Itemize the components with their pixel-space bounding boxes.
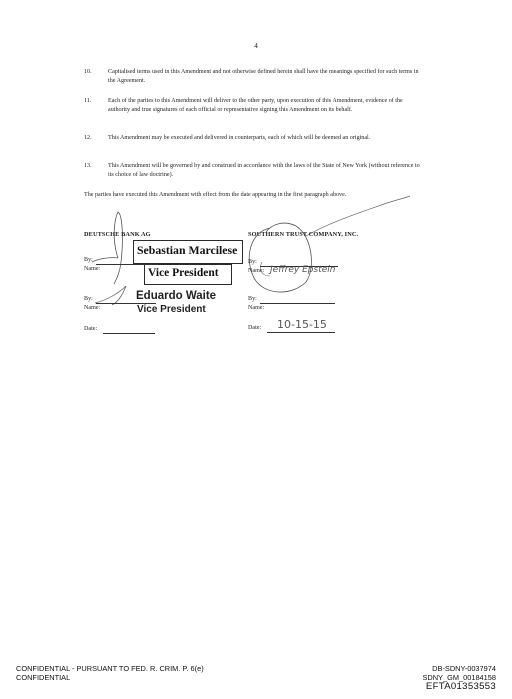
clause-text: Capitalised terms used in this Amendment and not otherwise defined herein shall have the meanings specified for such terms in the Agreement. (108, 69, 419, 84)
right-date-line (267, 332, 335, 333)
right-by-label: By: (248, 259, 257, 265)
left-date-line (103, 333, 155, 334)
right-name-label-2: Name: (248, 305, 265, 311)
clause-text: This Amendment may be executed and delivered in counterparts, each of which will be deemed an original. (108, 135, 371, 141)
handwritten-signatory-name: Jeffrey Epstein (270, 265, 336, 275)
left-name-label: Name: (84, 266, 101, 272)
signature-loop-left (114, 212, 122, 284)
stamp-1-title: Vice President (148, 267, 219, 279)
left-by-line-2 (96, 303, 156, 304)
clause-12 (84, 134, 424, 143)
footer-confidential (16, 664, 204, 682)
footer-bates-block (422, 664, 496, 691)
right-name-label: Name: (248, 268, 265, 274)
footer-efta-number: EFTA01353553 (425, 681, 496, 692)
clause-number: 12. (84, 135, 92, 141)
title-stamp-1 (144, 264, 232, 285)
right-by-label-2: By: (248, 296, 257, 302)
handwritten-date: 10-15-15 (277, 318, 327, 331)
right-by-line-2 (260, 303, 335, 304)
clause-number: 11. (84, 98, 92, 104)
clause-11 (84, 97, 424, 114)
footer-confidential-line1: CONFIDENTIAL - PURSUANT TO FED. R. CRIM. P. 6(e) (16, 664, 204, 673)
clause-text: Each of the parties to this Amendment will deliver to the other party, upon execution of this Amendment, evidence of the authority and true signatures of each official or representative signing this Amendment on its behalf. (108, 98, 403, 113)
stamp-2-title: Vice President (137, 304, 206, 315)
signature-stroke-left (92, 258, 118, 262)
stamp-2-name: Eduardo Waite (136, 290, 217, 302)
footer-sdny-number: SDNY_GM_00184158 (422, 673, 496, 682)
left-name-label-2: Name: (84, 305, 101, 311)
page-number: 4 (254, 41, 258, 50)
footer-db-number: DB-SDNY-0037974 (432, 664, 496, 673)
clause-number: 10. (84, 69, 92, 75)
stamp-1-name: Sebastian Marcilese (137, 243, 238, 257)
right-date-label: Date: (248, 325, 262, 331)
clause-13 (84, 162, 424, 179)
right-party-name: SOUTHERN TRUST COMPANY, INC. (248, 231, 359, 238)
left-by-line (96, 264, 156, 265)
left-by-label: By: (84, 257, 93, 263)
clause-number: 13. (84, 163, 92, 169)
left-by-label-2: By: (84, 296, 93, 302)
left-date-label: Date: (84, 326, 98, 332)
closing-paragraph: The parties have executed this Amendment with effect from the date appearing in the first paragraph above. (84, 192, 347, 198)
signature-tail-right (306, 196, 410, 236)
clause-10 (84, 68, 424, 85)
footer-confidential-line2: CONFIDENTIAL (16, 673, 71, 682)
clause-text: This Amendment will be governed by and construed in accordance with the laws of the State of New York (without reference to its choice of law doctrine). (108, 163, 420, 178)
left-party-name: DEUTSCHE BANK AG (84, 231, 151, 238)
name-stamp-1 (133, 240, 243, 264)
